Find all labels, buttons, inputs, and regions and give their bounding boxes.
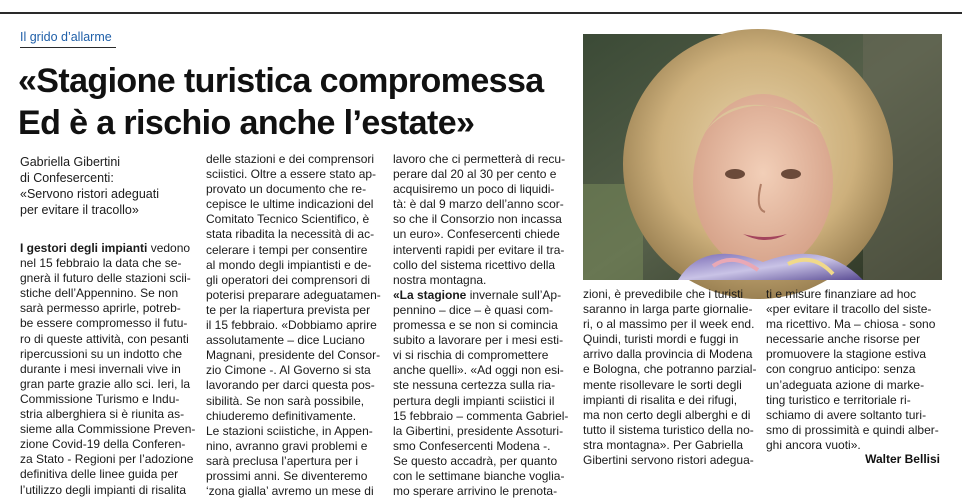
line-text: promessa e se non si comincia	[393, 318, 558, 333]
line-text: collo del sistema ricettivo della	[393, 257, 556, 272]
text-line	[393, 409, 569, 424]
line-text: anche quelli». «Ad oggi non esi-	[393, 363, 564, 378]
line-text: nel 15 febbraio la data che se-	[20, 256, 182, 271]
line-text: vi si rischia di compromettere	[393, 348, 549, 363]
text-line: ri, o al massimo per il week end.	[583, 317, 755, 332]
text-line: stra montagna». Per Gabriella	[583, 437, 744, 452]
text-line	[393, 469, 569, 484]
text-line: arrivo dalla provincia di Modena	[583, 347, 753, 362]
text-line: provato un documento che re-	[206, 182, 367, 197]
text-line	[20, 422, 200, 437]
headline-line-1: «Stagione turistica compromessa	[18, 62, 544, 100]
text-line	[20, 301, 200, 316]
text-line	[393, 303, 569, 318]
subhead	[20, 154, 200, 218]
text-line: sarà preclusa l’apertura per i	[206, 453, 359, 468]
text-line: mente risollevare le sorti degli	[583, 377, 742, 392]
line-text: la Gibertini, presidente Assoturi-	[393, 423, 564, 438]
text-line: schiamo di avere soltanto turi-	[766, 407, 927, 422]
text-line: sibilità. Se non sarà possibile,	[206, 393, 365, 408]
line-text: ripercussioni su un indotto che	[20, 346, 183, 361]
lead-in: «La stagione	[393, 287, 467, 302]
text-line	[20, 483, 200, 498]
line-text: stria alberghiera si è riunita as-	[20, 407, 185, 422]
author-byline: Walter Bellisi	[865, 452, 940, 466]
text-line: ghi ancora vuoti».	[766, 437, 861, 452]
line-text: zione Covid-19 della Conferen-	[20, 437, 186, 452]
line-text: 15 febbraio – commenta Gabriel-	[393, 408, 569, 423]
text-line: lavorando per darci questa pos-	[206, 378, 375, 393]
text-line	[20, 377, 200, 392]
text-line: smo di prossimità e quindi alber-	[766, 422, 939, 437]
line-text: sieme alla Commissione Preven-	[20, 422, 196, 437]
article-column-5	[766, 287, 942, 453]
text-line: Le stazioni sciistiche, in Appen-	[206, 423, 373, 438]
text-line: zio Cimone -. Al Governo si sta	[206, 363, 371, 378]
text-line: Comitato Tecnico Scientifico, è	[206, 212, 370, 227]
text-line: un’adeguata azione di marke-	[766, 377, 925, 392]
text-line	[393, 333, 569, 348]
text-line: Quindi, turisti mordi e fuggi in	[583, 332, 739, 347]
lead-in: I gestori degli impianti	[20, 241, 148, 255]
line-text: lavoro che ci permetterà di recu-	[393, 152, 566, 166]
text-line: «per evitare il tracollo del siste-	[766, 302, 932, 317]
text-line: ‘zona gialla’ avremo un mese di	[206, 484, 374, 499]
line-text: con le settimane bianche voglia-	[393, 468, 565, 483]
text-line: celerare i tempi per consentire	[206, 242, 368, 257]
line-text: un euro». Confesercenti chiede	[393, 227, 560, 242]
text-line	[393, 227, 569, 242]
text-line	[20, 332, 200, 347]
text-line	[20, 271, 200, 286]
text-line: e Bologna, che potranno parzial-	[583, 362, 757, 377]
subhead-line: di Confesercenti:	[20, 171, 114, 185]
text-line	[20, 256, 200, 271]
text-line	[393, 197, 569, 212]
line-text: vedono	[147, 241, 191, 255]
kicker-underline	[20, 47, 116, 48]
text-line: prossimi anni. Se diventeremo	[206, 468, 368, 483]
text-line: il 15 febbraio. «Dobbiamo aprire	[206, 318, 377, 333]
line-text: acquisiremo un poco di liquidi-	[393, 182, 555, 197]
line-text: smo Confesercenti Modena -.	[393, 438, 551, 453]
headline	[18, 60, 578, 144]
portrait-illustration	[583, 34, 942, 280]
headline-line-2: Ed è a rischio anche l’estate»	[18, 104, 475, 142]
line-text: durante i mesi invernali vive in	[20, 361, 181, 376]
line-text: nostra montagna.	[393, 272, 487, 287]
text-line: zioni, è prevedibile che i turisti	[583, 287, 744, 301]
text-line: chiuderemo definitivamente.	[206, 408, 357, 423]
text-line	[393, 378, 569, 393]
text-line	[20, 347, 200, 362]
line-text: sarà permesso aprirle, potreb-	[20, 301, 181, 316]
text-line: impianti di risalita e dei rifugi,	[583, 392, 738, 407]
text-line	[20, 452, 200, 467]
text-line	[20, 316, 200, 331]
text-line	[393, 318, 569, 333]
line-text: stiche dell’Appennino. Se non	[20, 286, 179, 301]
line-text: za Stato - Regioni per l’adozione	[20, 452, 194, 467]
line-text: ro di queste attività, con pesanti	[20, 331, 189, 346]
text-line	[393, 348, 569, 363]
text-line	[393, 212, 569, 227]
text-line	[393, 152, 569, 167]
text-line	[393, 394, 569, 409]
article-column-1	[20, 241, 200, 498]
text-line: ting turistico e territoriale ri-	[766, 392, 911, 407]
line-text: be essere compromesso il futu-	[20, 316, 188, 331]
line-text: pertura degli impianti sciistici il	[393, 393, 555, 408]
text-line	[393, 439, 569, 454]
text-line	[393, 424, 569, 439]
line-text: invernale sull’Ap-	[466, 287, 562, 302]
subhead-line: Gabriella Gibertini	[20, 155, 121, 169]
section-kicker: Il grido d’allarme	[20, 30, 112, 44]
line-text: interventi rapidi per evitare il tra-	[393, 242, 565, 257]
text-line: stata ribadita la necessità di ac-	[206, 227, 375, 242]
text-line	[20, 407, 200, 422]
article-column-3	[393, 152, 569, 499]
text-line	[20, 286, 200, 301]
article-column-4	[583, 287, 757, 468]
top-rule	[0, 12, 962, 14]
text-line: assolutamente – dice Luciano	[206, 333, 365, 348]
text-line: delle stazioni e dei comprensori	[206, 152, 375, 166]
line-text: pennino – dice – è quasi com-	[393, 302, 554, 317]
text-line: promuovere la stagione estiva	[766, 347, 927, 362]
line-text: gran parte grazie allo sci. Ieri, la	[20, 376, 191, 391]
text-line: nino, avranno gravi problemi e	[206, 438, 368, 453]
line-text: perare dal 20 al 30 per cento e	[393, 167, 557, 182]
text-line: te per la riapertura prevista per	[206, 302, 371, 317]
text-line	[393, 288, 569, 303]
text-line	[393, 167, 569, 182]
line-text: so che il Consorzio non incassa	[393, 212, 562, 227]
text-line: necessarie anche risorse per	[766, 332, 921, 347]
text-line: saranno in larga parte giornalie-	[583, 302, 753, 317]
text-line	[20, 392, 200, 407]
text-line	[393, 484, 569, 499]
line-text: Commissione Turismo e Indu-	[20, 391, 180, 406]
text-line: Magnani, presidente del Consor-	[206, 348, 381, 363]
line-text: l’utilizzo degli impianti di risalita	[20, 482, 187, 497]
text-line: ma ricettivo. Ma – chiosa - sono	[766, 317, 936, 332]
text-line	[393, 182, 569, 197]
text-line: al mondo degli impiantisti e de-	[206, 257, 372, 272]
line-text: mo sperare arrivino le prenota-	[393, 484, 558, 499]
line-text: gnerà il futuro delle stazioni scii-	[20, 271, 191, 286]
text-line	[393, 243, 569, 258]
line-text: subito a lavorare per i mesi esti-	[393, 333, 564, 348]
text-line: ma non certo degli alberghi e di	[583, 407, 751, 422]
portrait-photo	[583, 34, 942, 280]
text-line	[20, 467, 200, 482]
text-line: sciistici. Oltre a essere stato ap-	[206, 167, 377, 182]
line-text: tà: è dal 9 marzo dell’anno scor-	[393, 197, 564, 212]
text-line: ti e misure finanziare ad hoc	[766, 287, 917, 301]
subhead-line: per evitare il tracollo»	[20, 203, 139, 217]
text-line	[393, 454, 569, 469]
article-column-2	[206, 152, 381, 499]
text-line	[393, 273, 569, 288]
line-text: definitiva delle linee guida per	[20, 467, 179, 482]
text-line	[393, 258, 569, 273]
text-line: Gibertini servono ristori adegua-	[583, 453, 754, 468]
text-line	[20, 241, 200, 256]
text-line	[393, 363, 569, 378]
line-text: Se questo accadrà, per quanto	[393, 453, 558, 468]
subhead-line: «Servono ristori adeguati	[20, 187, 159, 201]
text-line: gli operatori dei comprensori di	[206, 272, 371, 287]
text-line: con congruo anticipo: senza	[766, 362, 916, 377]
line-text: ste nessuna certezza sulla ria-	[393, 378, 556, 393]
text-line: poterisi preparare adeguatamen-	[206, 287, 381, 302]
text-line: cepisce le ultime indicazioni del	[206, 197, 374, 212]
text-line	[20, 362, 200, 377]
text-line	[20, 437, 200, 452]
text-line: tutto il sistema turistico della no-	[583, 422, 754, 437]
